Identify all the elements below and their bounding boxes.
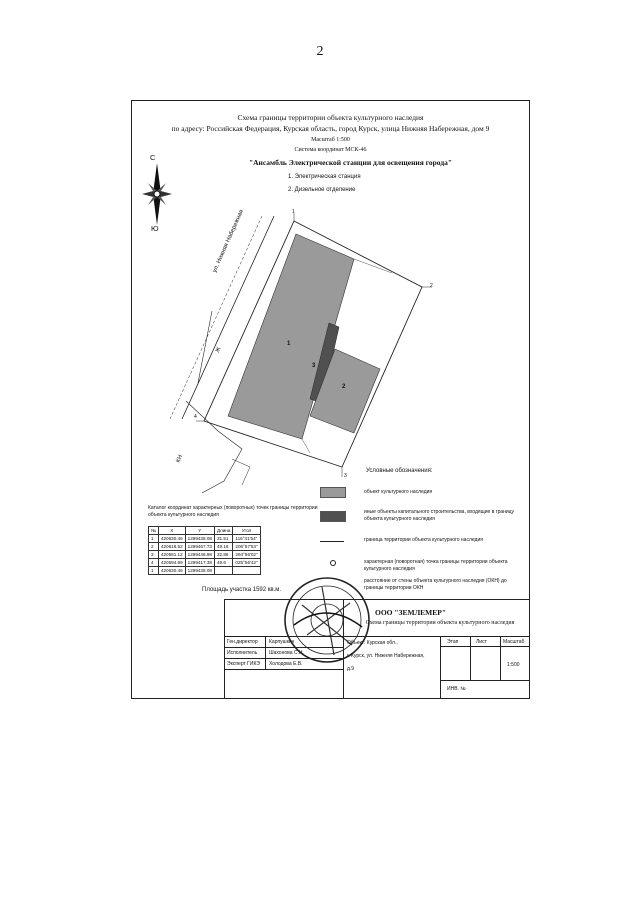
company-name: ООО "ЗЕМЛЕМЕР" [375, 608, 446, 617]
table-cell: 1299438.08 [185, 535, 214, 543]
table-header-row [149, 527, 261, 535]
object-line-2: г. Курск, ул. Нижняя Набережная, [347, 653, 425, 659]
table-cell: 1299446.98 [185, 551, 214, 559]
building-3-label: 3 [312, 363, 316, 369]
column-header: X [158, 527, 185, 535]
legend-item-boundary: граница территории объекта культурного наследия [364, 537, 483, 543]
object-name: "Ансамбль Электрической станции для освещения города" [248, 158, 453, 167]
point-1-label: 1 [292, 209, 295, 215]
legend-other-swatch [320, 511, 346, 522]
street-marker-label: Ж [214, 346, 223, 354]
compass-south-label: Ю [151, 224, 159, 233]
table-row [149, 559, 261, 567]
table-cell: 420594.99 [158, 559, 185, 567]
table-cell: 025°56'42" [233, 559, 260, 567]
part-1-label: 1. Электрическая станция [288, 174, 361, 180]
legend-item-heritage: объект культурного наследия [364, 489, 433, 495]
legend-item-distance: расстояние от стены объекта культурного наследия (ОКН) до границы территории ОКН [364, 578, 507, 591]
legend-boundary-line [320, 541, 344, 542]
table-cell: 294°56'02" [233, 551, 260, 559]
column-header: Угол [233, 527, 260, 535]
table-cell: 4 [149, 559, 159, 567]
sheet-column-header: Лист [476, 639, 487, 645]
table-cell: 3 [149, 551, 159, 559]
scheme-scale: Масштаб 1:500 [311, 137, 350, 143]
role-1-name: Карпушкин [269, 639, 295, 645]
legend-heritage-swatch [320, 487, 346, 498]
catalog-title: Каталог координат характерных (поворотных) точек границы территории объекта культурного наследия [148, 505, 318, 518]
table-cell: 32.86 [214, 551, 232, 559]
kh-label: КН [175, 454, 185, 464]
object-line-1: Объект: Курская обл., [347, 640, 398, 646]
legend-item-point: характерная (поворотная) точка границы территории объекта культурного наследия [364, 559, 508, 572]
legend-point-marker [330, 560, 336, 566]
page-number: 2 [316, 44, 324, 59]
table-cell: 1299438.08 [185, 567, 214, 575]
table-row [149, 567, 261, 575]
area-label: Площадь участка 1592 кв.м. [202, 587, 282, 593]
table-cell: 206°57'53" [233, 543, 260, 551]
compass-north-label: С [150, 153, 156, 162]
table-row [149, 551, 261, 559]
table-row [149, 543, 261, 551]
table-cell: 420630.46 [158, 567, 185, 575]
table-cell [233, 567, 260, 575]
table-cell: 31.51 [214, 535, 232, 543]
legend-item-other: иные объекты капитального строительства, входящие в границу объекта культурного наследия [364, 509, 515, 522]
scheme-title: Схема границы территории объекта культурного наследия [237, 113, 424, 122]
building-1-label: 1 [287, 341, 291, 347]
coordinates-table [148, 526, 261, 575]
table-cell [214, 567, 232, 575]
table-cell: 116°41'54" [233, 535, 260, 543]
drawing-sheet [131, 100, 530, 699]
table-cell: 420630.46 [158, 535, 185, 543]
point-4-label: 4 [194, 414, 197, 420]
coordinate-system: Система координат МСК-46 [294, 147, 367, 153]
part-2-label: 2. Дизельное отделение [288, 187, 356, 193]
inventory-number-label: ИНВ. № [447, 686, 466, 692]
scheme-address: по адресу: Российская Федерация, Курская область, город Курск, улица Нижняя Набережная, дом 9 [171, 124, 490, 133]
point-3-label: 3 [344, 473, 347, 479]
column-header: Длина [214, 527, 232, 535]
role-3-name: Холодова Е.В. [269, 661, 303, 667]
role-3-title: Эксперт ГИКЭ [227, 661, 260, 667]
table-cell: 420581.12 [158, 551, 185, 559]
title-block [224, 599, 530, 699]
role-2-name: Шахонова С.Н. [269, 650, 304, 656]
column-header: № [149, 527, 159, 535]
point-2-label: 2 [430, 283, 433, 289]
title-block-scheme: Схема границы территории объекта культурного наследия [365, 620, 515, 626]
role-1-title: Ген.директор [227, 639, 258, 645]
table-cell: 1 [149, 535, 159, 543]
site-plan-map [132, 101, 529, 521]
scale-value: 1:500 [507, 662, 520, 668]
object-line-3: д.9 [347, 666, 355, 672]
role-2-title: Исполнитель [227, 650, 258, 656]
table-cell: 420616.52 [158, 543, 185, 551]
table-cell: 1 [149, 567, 159, 575]
table-row [149, 535, 261, 543]
legend-title: Условные обозначения: [366, 468, 433, 474]
scale-column-header: Масштаб [503, 639, 525, 645]
table-cell: 1299467.73 [185, 543, 214, 551]
building-2-label: 2 [342, 384, 346, 390]
table-cell: 49.16 [214, 543, 232, 551]
table-cell: 2 [149, 543, 159, 551]
street-label: ул. Нижняя Набережная [212, 209, 246, 274]
stage-column-header: Этап [447, 639, 459, 645]
table-cell: 49.6 [214, 559, 232, 567]
table-cell: 1299417.38 [185, 559, 214, 567]
column-header: Y [185, 527, 214, 535]
